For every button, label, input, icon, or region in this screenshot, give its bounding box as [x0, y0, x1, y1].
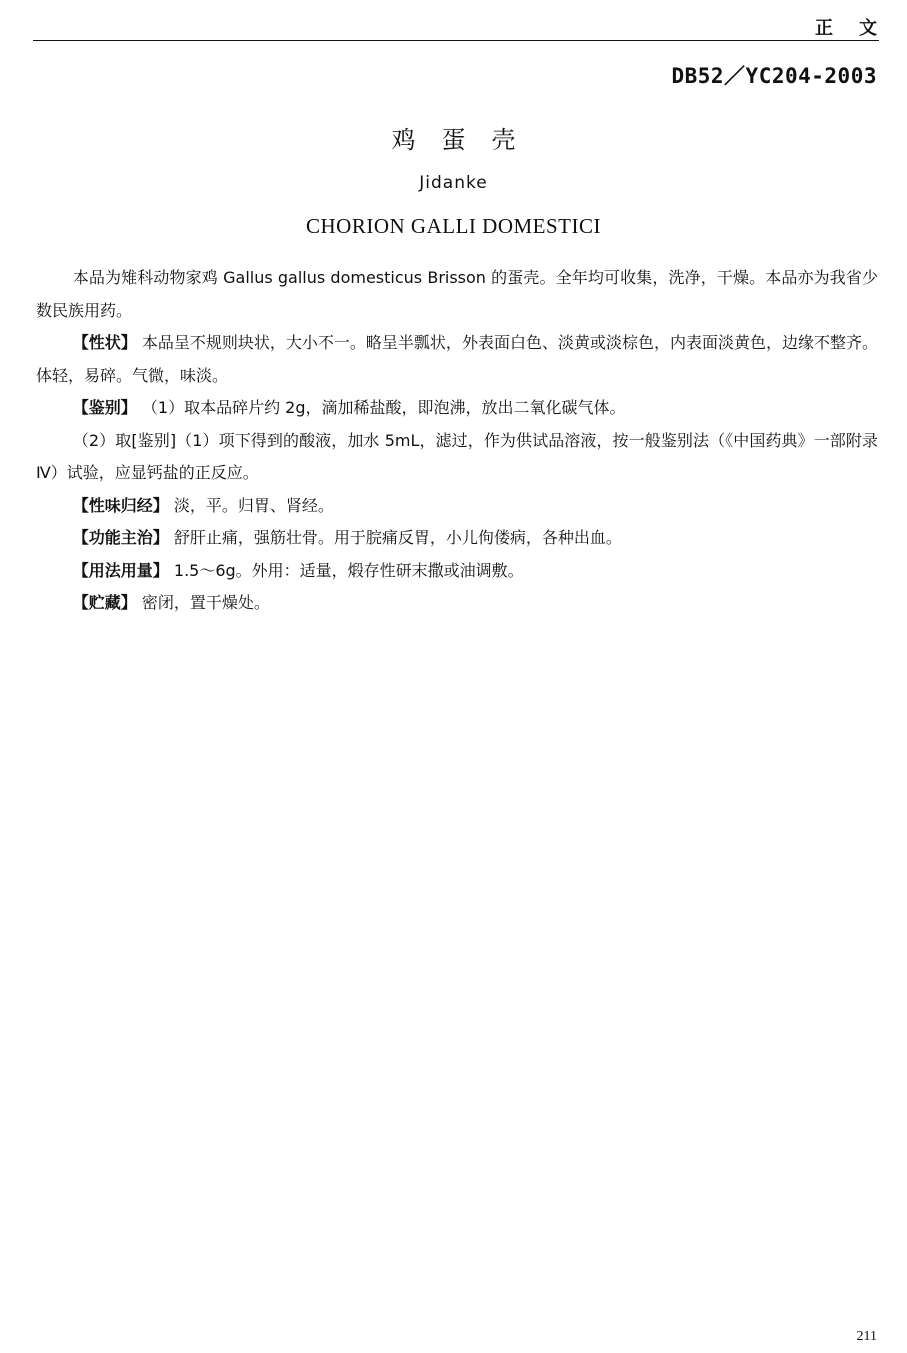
monograph-title-chinese: 鸡蛋壳: [391, 126, 542, 154]
section-text: （2）取[鉴别]（1）项下得到的酸液，加水 5mL，滤过，作为供试品溶液，按一般鉴别法（《中国药典》一部附录Ⅳ）试验，应显钙盐的正反应。: [36, 430, 878, 482]
section-label: 【功能主治】: [72, 528, 169, 547]
section-text: （1）取本品碎片约 2g，滴加稀盐酸，即泡沸，放出二氧化碳气体。: [136, 398, 626, 417]
section-label: 【用法用量】: [72, 560, 169, 580]
monograph-title-pinyin: Jidanke: [419, 173, 488, 193]
running-header-section: 正文: [815, 18, 903, 39]
section-text: 舒肝止痛，强筋壮骨。用于脘痛反胃，小儿佝偻病，各种出血。: [168, 528, 622, 547]
section-label: 【贮藏】: [72, 593, 137, 612]
section-dosage: [36, 555, 878, 588]
section-text: 密闭，置干燥处。: [136, 593, 270, 612]
standard-code: DB52／YC204-2003: [671, 64, 877, 88]
section-property-meridian: [36, 490, 878, 523]
section-text: 本品呈不规则块状，大小不一。略呈半瓢状，外表面白色、淡黄或淡棕色，内表面淡黄色，边缘不整齐。体轻，易碎。气微，味淡。: [36, 333, 878, 385]
section-text: 淡，平。归胃、肾经。: [168, 495, 334, 515]
section-label: 【鉴别】: [72, 398, 137, 417]
section-identification: [36, 392, 878, 425]
section-label: 【性状】: [72, 333, 137, 352]
section-function-indication: [36, 522, 878, 555]
section-description: [36, 327, 878, 392]
page-number: 211: [856, 1329, 877, 1344]
intro-paragraph: 本品为雉科动物家鸡 Gallus gallus domesticus Brisson 的蛋壳。全年均可收集，洗净，干燥。本品亦为我省少数民族用药。: [36, 268, 878, 320]
monograph-title-latin: CHORION GALLI DOMESTICI: [306, 214, 601, 238]
section-text: 1.5～6g。外用：适量，煅存性研末撒或油调敷。: [168, 560, 524, 580]
monograph-body: [36, 262, 878, 620]
section-identification-2: [36, 425, 878, 490]
section-label: 【性味归经】: [72, 495, 169, 515]
header-rule: [33, 40, 879, 41]
section-storage: [36, 587, 878, 620]
